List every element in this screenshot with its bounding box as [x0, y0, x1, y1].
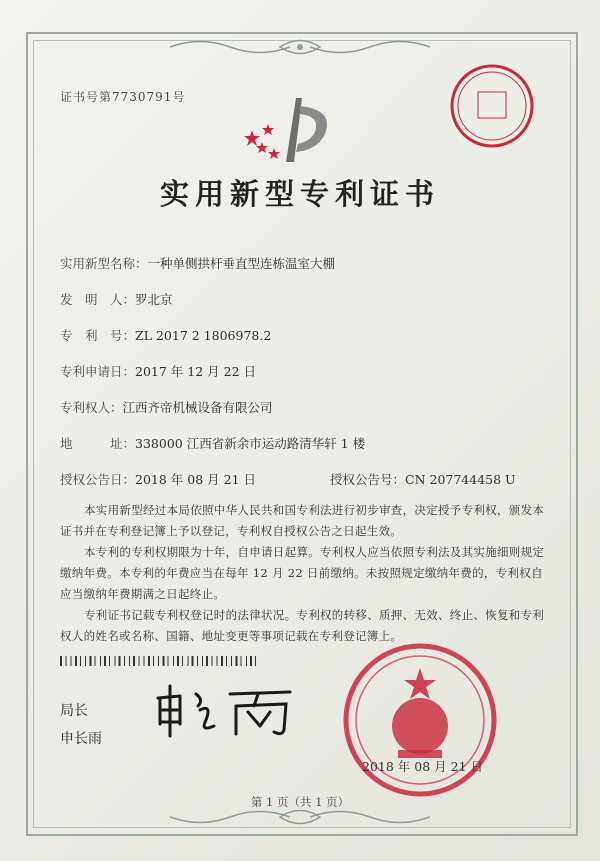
field-utility-name: [60, 254, 335, 272]
field-inventor: [60, 290, 173, 308]
field-label: 专利申请日：: [60, 364, 136, 379]
field-label: 授权公告日：: [60, 472, 136, 487]
field-filing-date: [60, 362, 256, 380]
field-label: 授权公告号：: [330, 472, 406, 487]
seal-date: 2018 年 08 月 21 日: [362, 759, 483, 774]
paragraph-term-fees: 本专利的专利权期限为十年，自申请日起算。专利权人应当依照专利法及其实施细则规定缴纳年费。本专利的年费应当在每年 12 月 22 日前缴纳。未按照规定缴纳年费的，专利权自应当缴纳年费期满之日起终止。: [60, 545, 545, 601]
field-label: 专利权人：: [60, 400, 123, 415]
field-patent-holder: [60, 398, 273, 416]
patent-office-logo-icon: [244, 92, 344, 172]
field-label: 实用新型名称：: [60, 256, 148, 271]
top-ornament-icon: [170, 36, 430, 58]
director-title: 局长: [60, 703, 88, 719]
field-value: 2017 年 12 月 22 日: [135, 364, 257, 379]
field-value: ZL 2017 2 1806978.2: [135, 328, 272, 343]
field-value: 江西齐帝机械设备有限公司: [122, 400, 273, 415]
signature-icon: [150, 680, 300, 740]
field-label: 发 明 人：: [60, 292, 136, 307]
paragraph-legal-status: 专利证书记载专利权登记时的法律状况。专利权的转移、质押、无效、终止、恢复和专利权人的姓名或名称、国籍、地址变更等事项记载在专利登记簿上。: [60, 608, 545, 643]
field-value: 338000 江西省新余市运动路清华轩 1 楼: [135, 436, 366, 451]
field-value: 罗北京: [135, 292, 173, 307]
field-patent-number: [60, 326, 271, 344]
field-address: [60, 434, 365, 452]
state-ip-office-seal-icon: [340, 640, 500, 800]
field-grant-date: [60, 470, 256, 488]
director-name: 申长雨: [60, 731, 102, 747]
paragraph-grant-statement: 本实用新型经过本局依照中华人民共和国专利法进行初步审查，决定授予专利权，颁发本证书并在专利登记簿上予以登记，专利权自授权公告之日起生效。: [60, 503, 545, 538]
field-grant-number: [330, 470, 516, 488]
top-red-seal-icon: [448, 62, 536, 150]
field-value: CN 207744458 U: [405, 472, 516, 487]
field-value: 2018 年 08 月 21 日: [135, 472, 257, 487]
field-label: 地 址：: [60, 436, 136, 451]
field-label: 专 利 号：: [60, 328, 136, 343]
page-number: 第 1 页（共 1 页）: [250, 795, 350, 809]
barcode-icon: [60, 656, 260, 666]
field-value: 一种单侧拱杆垂直型连栋温室大棚: [147, 256, 336, 271]
certificate-number: 证书号第7730791号: [60, 90, 186, 104]
page-title: 实用新型专利证书: [159, 177, 440, 211]
